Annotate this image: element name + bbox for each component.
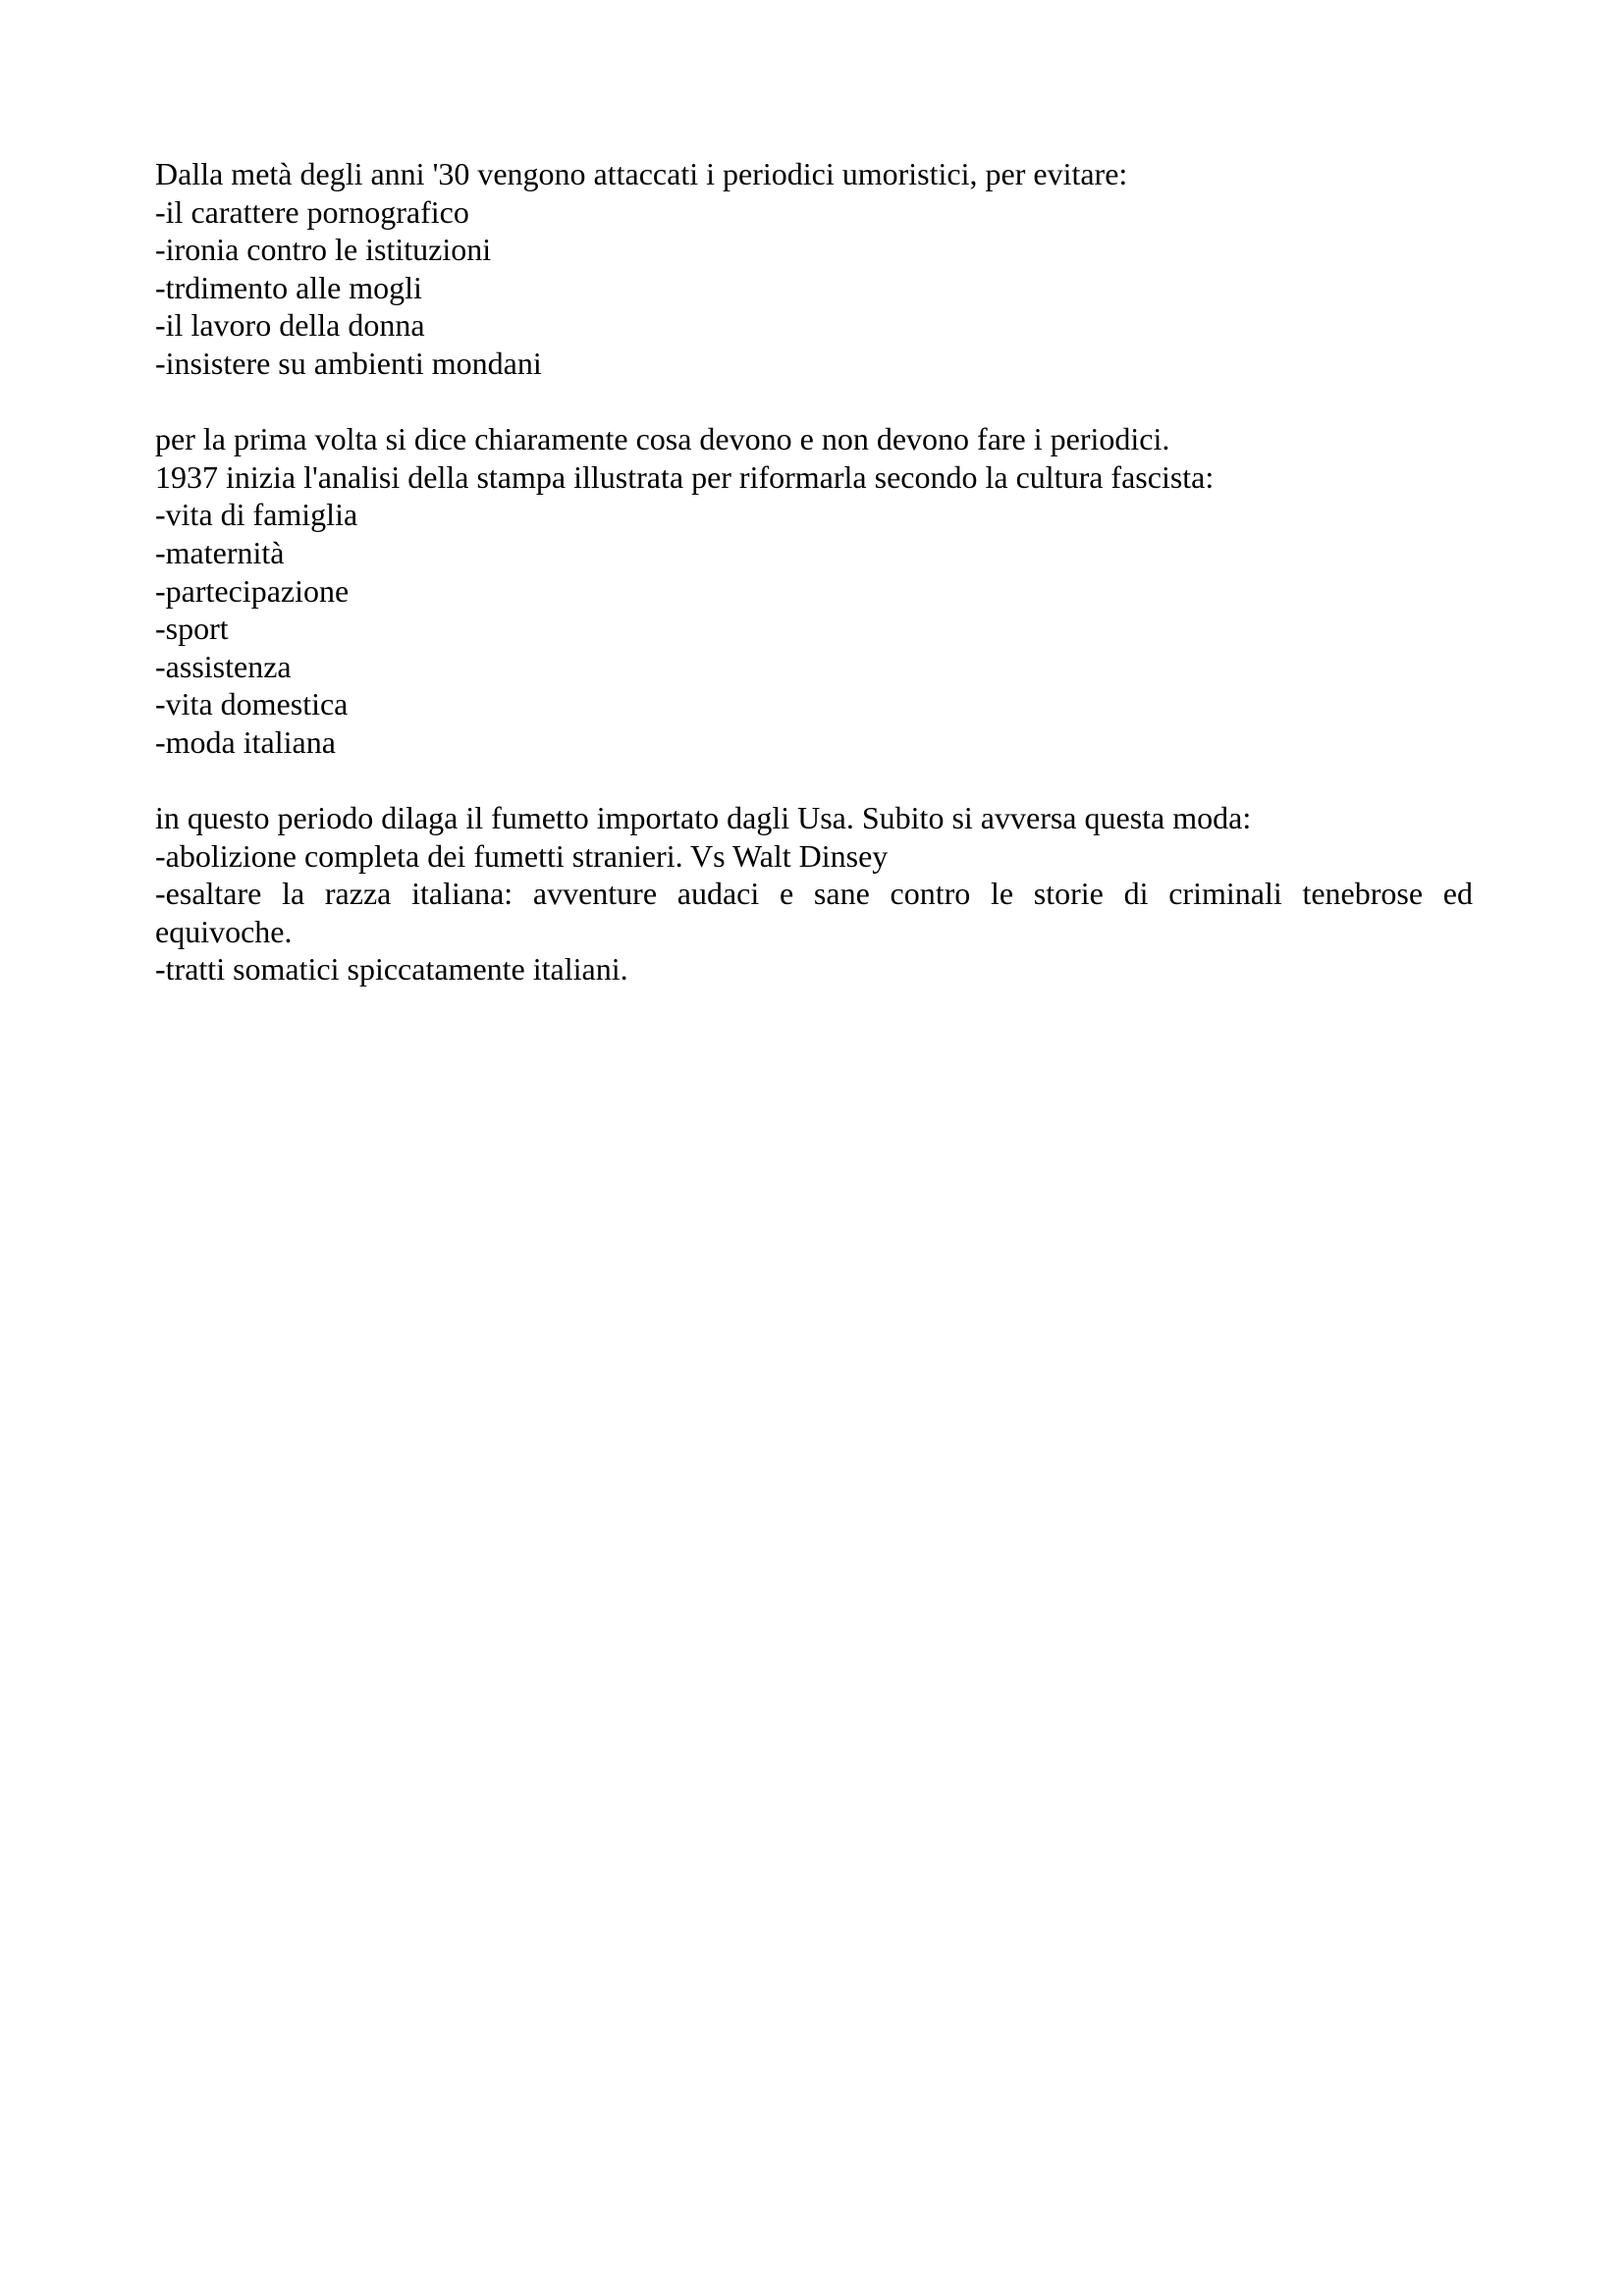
list-item-justified: -esaltare la razza italiana: avventure audaci e sane contro le storie di criminali tenebrose ed: [155, 876, 1473, 912]
list-item: -vita domestica: [155, 686, 349, 722]
paragraph-line: per la prima volta si dice chiaramente cosa devono e non devono fare i periodici.: [155, 421, 1170, 457]
section-stampa-illustrata: [155, 420, 1473, 761]
list-item: -assistenza: [155, 648, 292, 684]
list-item: -tratti somatici spiccatamente italiani.: [155, 951, 628, 988]
paragraph-intro: in questo periodo dilaga il fumetto importato dagli Usa. Subito si avversa questa moda:: [155, 800, 1252, 836]
paragraph-line: 1937 inizia l'analisi della stampa illustrata per riformarla secondo la cultura fascista:: [155, 458, 1215, 495]
list-item: -il carattere pornografico: [155, 193, 469, 230]
paragraph-intro: Dalla metà degli anni '30 vengono attaccati i periodici umoristici, per evitare:: [155, 156, 1128, 191]
list-item: -abolizione completa dei fumetti stranieri. Vs Walt Dinsey: [155, 837, 889, 874]
list-item: -partecipazione: [155, 572, 350, 609]
list-item: -il lavoro della donna: [155, 307, 425, 344]
list-item: -moda italiana: [155, 723, 336, 760]
section-fumetto: [155, 799, 1473, 988]
section-periodici-umoristici: [155, 155, 1473, 383]
document-body: [155, 155, 1473, 988]
list-item: -ironia contro le istituzioni: [155, 232, 492, 268]
list-item: -vita di famiglia: [155, 497, 358, 533]
list-item: -insistere su ambienti mondani: [155, 345, 542, 381]
list-item: -trdimento alle mogli: [155, 269, 422, 305]
list-item-continuation: equivoche.: [155, 913, 293, 949]
list-item: -maternità: [155, 534, 285, 570]
list-item: -sport: [155, 611, 229, 647]
